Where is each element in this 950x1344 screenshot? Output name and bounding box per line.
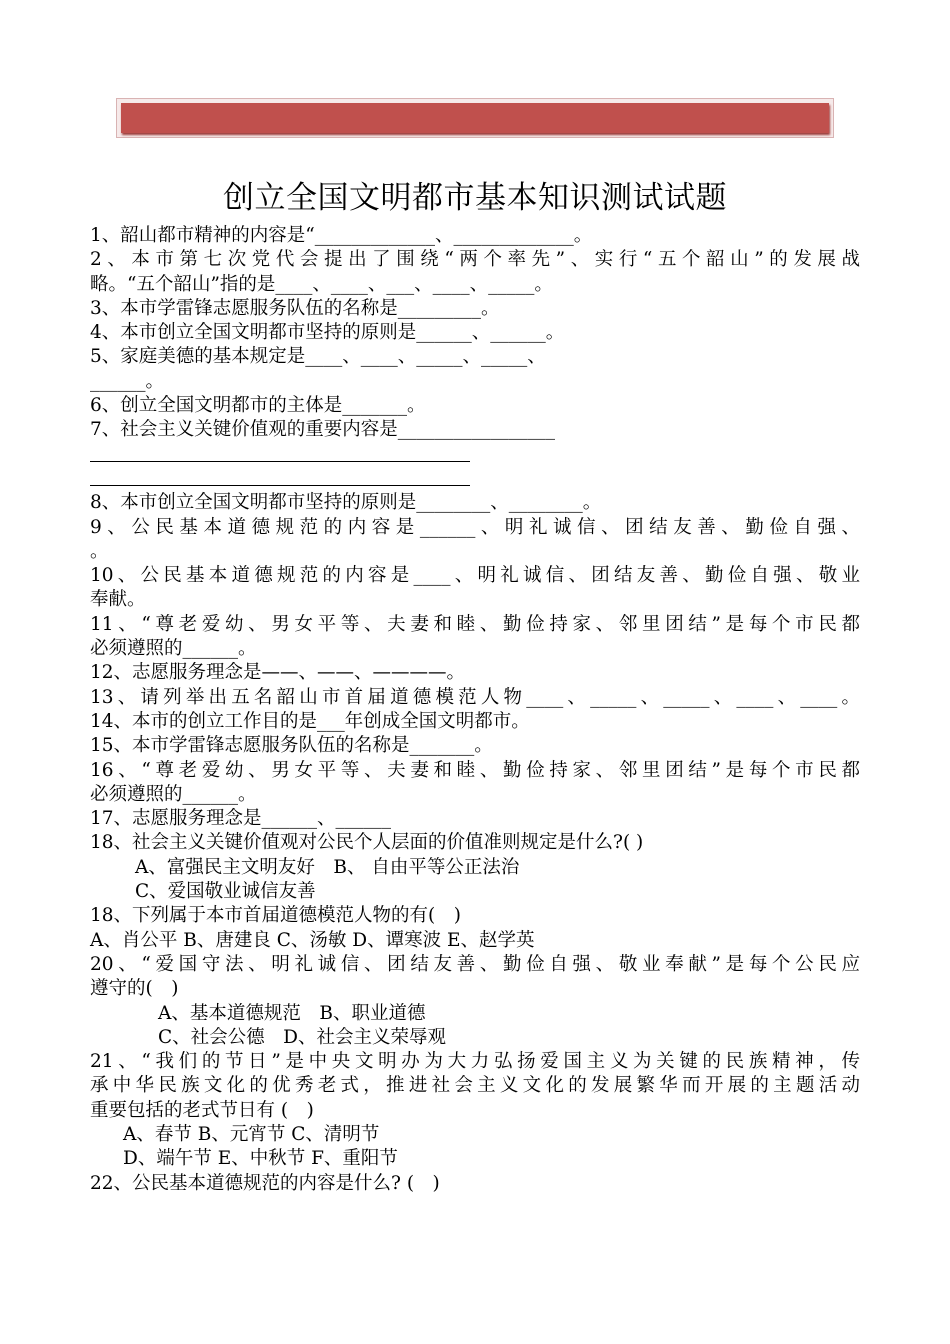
question-line: 。 (90, 540, 109, 562)
question-line: 6、创立全国文明都市的主体是_______。 (90, 395, 426, 417)
question-line: 11、“尊老爱幼、男女平等、夫妻和睦、勤俭持家、邻里团结”是每个市民都 (90, 613, 860, 635)
question-line: 14、本市的创立工作目的是___年创成全国文明都市。 (90, 710, 530, 732)
question-line: 奉献。 (90, 589, 146, 611)
question-line: 20、“爱国守法、明礼诚信、团结友善、勤俭自强、敬业奉献”是每个公民应 (90, 953, 860, 975)
question-line: 17、志愿服务理念是______、______ (90, 808, 392, 830)
question-line: 必须遵照的______。 (90, 638, 257, 660)
question-line: 15、本市学雷锋志愿服务队伍的名称是_______。 (90, 735, 493, 757)
question-line: 5、家庭美德的基本规定是____、____、_____、_____、 (90, 346, 546, 368)
question-line: 遵守的( ) (90, 978, 179, 1000)
blank-rule (90, 467, 470, 486)
question-line: ______。 (90, 370, 165, 392)
question-line: 22、公民基本道德规范的内容是什么? ( ) (90, 1172, 440, 1194)
question-line: 3、本市学雷锋志愿服务队伍的名称是_________。 (90, 297, 500, 319)
question-line: 2、本市第七次党代会提出了围绕“两个率先”、实行“五个韶山”的发展战 (90, 249, 860, 271)
question-line: 12、志愿服务理念是——、——、————。 (90, 662, 466, 684)
answer-blank-line (90, 467, 860, 491)
question-line: 10、公民基本道德规范的内容是____、明礼诚信、团结友善、勤俭自强、敬业 (90, 565, 860, 587)
blank-rule (90, 443, 470, 462)
page-title: 创立全国文明都市基本知识测试试题 (223, 180, 727, 216)
question-line: 8、本市创立全国文明都市坚持的原则是________、________。 (90, 492, 602, 514)
question-line: 16、“尊老爱幼、男女平等、夫妻和睦、勤俭持家、邻里团结”是每个市民都 (90, 759, 860, 781)
question-line: 4、本市创立全国文明都市坚持的原则是______、______。 (90, 322, 565, 344)
question-line: 7、社会主义关键价值观的重要内容是_________________ (90, 419, 556, 441)
question-line: 略。“五个韶山”指的是____、____、___、____、_____。 (90, 273, 553, 295)
answer-blank-line (90, 443, 860, 467)
question-line: A、肖公平 B、唐建良 C、汤敏 D、谭寒波 E、赵学英 (90, 929, 535, 951)
question-line: A、春节 B、元宵节 C、清明节 (123, 1123, 380, 1145)
question-line: A、基本道德规范 B、职业道德 (158, 1002, 426, 1024)
question-line: 18、下列属于本市首届道德模范人物的有( ) (90, 905, 461, 927)
question-line: 18、社会主义关键价值观对公民个人层面的价值准则规定是什么?( ) (90, 832, 644, 854)
question-line: 1、韶山都市精神的内容是“_____________、_____________。 (90, 225, 593, 246)
header-banner-bar (121, 103, 829, 133)
question-line: 重要包括的老式节日有 ( ) (90, 1099, 314, 1121)
question-line: 13、请列举出五名韶山市首届道德模范人物____、_____、_____、____、____。 (90, 686, 860, 708)
question-line: C、社会公德 D、社会主义荣辱观 (158, 1026, 446, 1048)
question-line: C、爱国敬业诚信友善 (135, 881, 316, 903)
question-line: A、富强民主文明友好 B、 自由平等公正法治 (135, 856, 520, 878)
question-line: 21、“我们的节日”是中央文明办为大力弘扬爱国主义为关键的民族精神，传 (90, 1051, 860, 1073)
question-line: D、端午节 E、中秋节 F、重阳节 (123, 1148, 398, 1170)
question-line: 承中华民族文化的优秀老式，推进社会主义文化的发展繁华而开展的主题活动 (90, 1075, 860, 1097)
question-line: 9、公民基本道德规范的内容是______、明礼诚信、团结友善、勤俭自强、 (90, 516, 860, 538)
question-list (90, 224, 860, 1196)
question-line: 必须遵照的______。 (90, 783, 257, 805)
header-banner (116, 98, 834, 138)
